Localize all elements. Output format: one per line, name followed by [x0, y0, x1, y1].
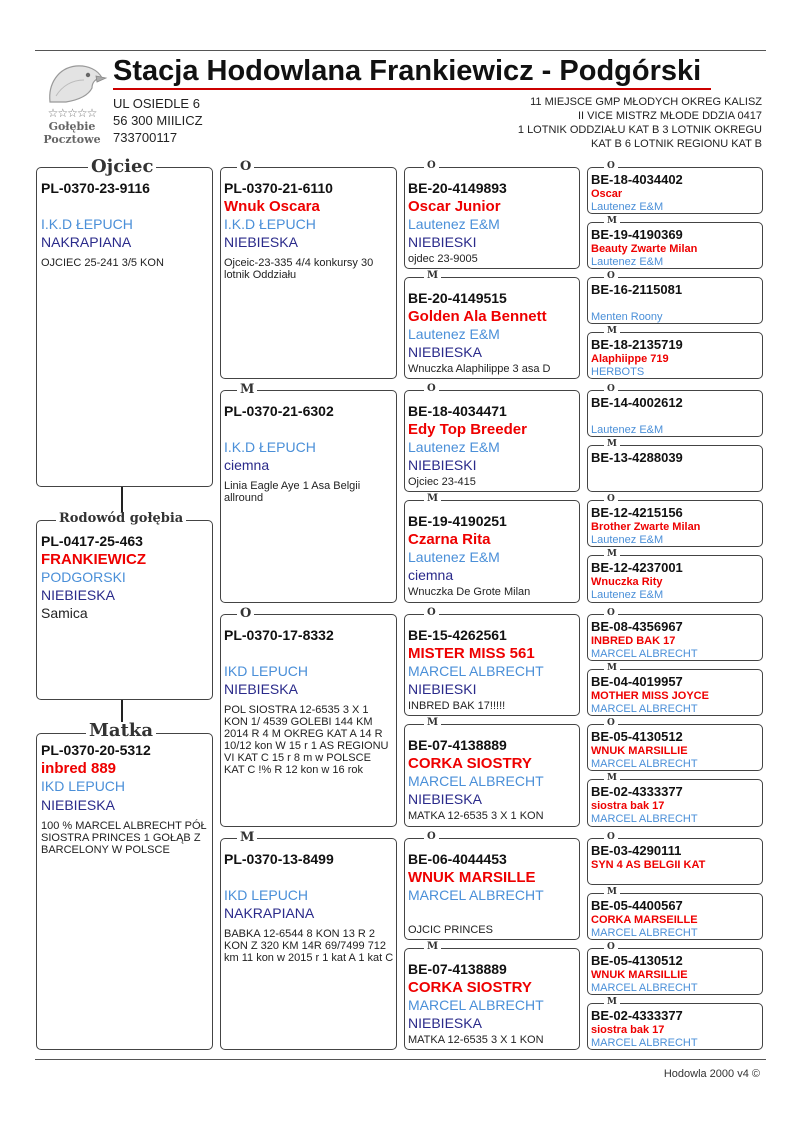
sex-label-o: O	[237, 160, 254, 173]
sex-label-o: O	[424, 161, 439, 171]
gen4-breeder: MARCEL ALBRECHT	[591, 758, 698, 770]
gen3-note: Wnuczka De Grote Milan	[408, 586, 531, 598]
gen3-note: ojdec 23-9005	[408, 253, 478, 265]
achievement-line: KAT B 6 LOTNIK REGIONU KAT B	[591, 138, 762, 150]
gen2-breeder: I.K.D ŁEPUCH	[224, 439, 316, 455]
gen2-breeder: I.K.D ŁEPUCH	[224, 216, 316, 232]
gen4-ring: BE-05-4130512	[591, 729, 683, 744]
gen4-ring: BE-18-4034402	[591, 172, 683, 187]
sex-label-m: M	[604, 217, 620, 226]
gen3-card[interactable]	[404, 167, 580, 269]
mother-note: 100 % MARCEL ALBRECHT PÓŁ SIOSTRA PRINCES 1 GOŁĄB Z BARCELONY W POLSCE	[41, 820, 207, 856]
gen4-ring: BE-16-2115081	[591, 282, 683, 297]
mother-ring: PL-0370-20-5312	[41, 742, 151, 758]
gen3-name: MISTER MISS 561	[408, 645, 535, 662]
gen4-breeder: MARCEL ALBRECHT	[591, 648, 698, 660]
gen4-card[interactable]	[587, 167, 763, 214]
sex-label-o: O	[604, 719, 618, 728]
gen2-breeder: IKD LEPUCH	[224, 663, 309, 679]
sex-label-o: O	[604, 833, 618, 842]
gen4-name: CORKA MARSEILLE	[591, 914, 698, 926]
gen3-card[interactable]	[404, 724, 580, 827]
gen3-breeder: MARCEL ALBRECHT	[408, 887, 544, 903]
sex-label-o: O	[424, 384, 439, 394]
gen3-breeder: Lautenez E&M	[408, 216, 500, 232]
gen3-breeder: Lautenez E&M	[408, 549, 500, 565]
gen3-breeder: MARCEL ALBRECHT	[408, 663, 544, 679]
gen3-ring: BE-20-4149515	[408, 290, 507, 306]
achievement-line: 1 LOTNIK ODDZIAŁU KAT B 3 LOTNIK OKREGU	[517, 124, 762, 136]
sex-label-m: M	[604, 774, 620, 783]
subject-name: FRANKIEWICZ	[41, 551, 146, 568]
gen3-card[interactable]	[404, 390, 580, 492]
subject-card[interactable]	[36, 520, 213, 700]
gen4-breeder: MARCEL ALBRECHT	[591, 982, 698, 994]
sex-label-m: M	[424, 718, 441, 728]
gen4-card[interactable]	[587, 669, 763, 716]
gen4-card[interactable]	[587, 838, 763, 885]
gen3-note: Wnuczka Alaphilippe 3 asa D	[408, 363, 551, 375]
father-note: OJCIEC 25-241 3/5 KON	[41, 257, 164, 269]
gen4-ring: BE-02-4333377	[591, 1008, 683, 1023]
pigeon-head-icon	[36, 56, 108, 108]
gen3-ring: BE-15-4262561	[408, 627, 507, 643]
logo-text-2: Pocztowe	[43, 133, 101, 146]
gen2-card[interactable]	[220, 614, 397, 827]
gen2-ring: PL-0370-21-6110	[224, 180, 333, 196]
father-breeder: I.K.D ŁEPUCH	[41, 216, 133, 232]
gen4-breeder: HERBOTS	[591, 366, 645, 378]
gen2-note: Ojceic-23-335 4/4 konkursy 30 lotnik Oddziału	[224, 257, 374, 281]
gen3-card[interactable]	[404, 838, 580, 940]
footer-credit: Hodowla 2000 v4 ©	[663, 1068, 760, 1080]
gen3-name: WNUK MARSILLE	[408, 869, 536, 886]
gen4-ring: BE-08-4356967	[591, 619, 683, 634]
gen3-color: NIEBIESKI	[408, 457, 477, 473]
sex-label-o: O	[604, 272, 618, 281]
gen3-color: ciemna	[408, 567, 454, 583]
gen3-note: MATKA 12-6535 3 X 1 KON	[408, 810, 544, 822]
gen4-ring: BE-18-2135719	[591, 337, 683, 352]
mother-card[interactable]	[36, 733, 213, 1050]
gen3-name: Golden Ala Bennett	[408, 308, 547, 325]
sex-label-m: M	[424, 271, 441, 281]
gen4-name: siostra bak 17	[591, 1024, 665, 1036]
gen4-card[interactable]	[587, 779, 763, 827]
gen3-note: OJCIC PRINCES	[408, 924, 493, 936]
gen4-card[interactable]	[587, 893, 763, 940]
sex-label-m: M	[604, 998, 620, 1007]
gen4-ring: BE-03-4290111	[591, 843, 682, 858]
gen4-card[interactable]	[587, 332, 763, 379]
gen4-name: INBRED BAK 17	[591, 635, 676, 647]
gen4-breeder: Lautenez E&M	[591, 424, 664, 436]
gen3-name: CORKA SIOSTRY	[408, 755, 532, 772]
gen4-breeder: Lautenez E&M	[591, 256, 664, 268]
gen3-card[interactable]	[404, 277, 580, 379]
sex-label-m: M	[424, 494, 441, 504]
page-title: Stacja Hodowlana Frankiewicz - Podgórski	[113, 55, 702, 87]
gen3-ring: BE-07-4138889	[408, 737, 507, 753]
gen2-ring: PL-0370-21-6302	[224, 403, 334, 419]
sex-label-m: M	[604, 440, 620, 449]
gen3-breeder: Lautenez E&M	[408, 326, 500, 342]
gen4-name: Beauty Zwarte Milan	[591, 243, 698, 255]
mother-breeder: IKD LEPUCH	[41, 778, 126, 794]
gen3-color: NIEBIESKA	[408, 1015, 482, 1031]
address-phone: 733700117	[113, 130, 178, 145]
gen3-breeder: MARCEL ALBRECHT	[408, 997, 544, 1013]
gen3-name: CORKA SIOSTRY	[408, 979, 532, 996]
gen4-ring: BE-04-4019957	[591, 674, 683, 689]
gen4-name: WNUK MARSILLIE	[591, 969, 688, 981]
address-street: UL OSIEDLE 6	[113, 96, 200, 111]
mother-name: inbred 889	[41, 760, 117, 777]
achievement-line: 11 MIEJSCE GMP MŁODYCH OKREG KALISZ	[530, 96, 762, 108]
gen2-card[interactable]	[220, 167, 397, 379]
gen3-ring: BE-20-4149893	[408, 180, 507, 196]
gen3-color: NIEBIESKI	[408, 234, 477, 250]
gen2-card[interactable]	[220, 390, 397, 603]
gen4-ring: BE-02-4333377	[591, 784, 683, 799]
subject-color: NIEBIESKA	[41, 587, 115, 603]
subject-breeder: PODGORSKI	[41, 569, 126, 585]
sex-label-o: O	[604, 495, 618, 504]
gen4-breeder: MARCEL ALBRECHT	[591, 1037, 698, 1049]
mother-color: NIEBIESKA	[41, 797, 115, 813]
gen4-card[interactable]	[587, 724, 763, 771]
gen2-ring: PL-0370-13-8499	[224, 851, 334, 867]
logo-text-1: Gołębie	[48, 120, 96, 133]
gen2-note: BABKA 12-6544 8 KON 13 R 2 KON Z 320 KM 14R 69/7499 712 km 11 kon w 2015 r 1 kat A 1 kat C	[224, 928, 394, 964]
father-ring: PL-0370-23-9116	[41, 180, 150, 196]
address-city: 56 300 MIILICZ	[113, 113, 203, 128]
father-label: Ojciec	[88, 158, 156, 176]
pigeon-logo	[36, 56, 108, 148]
gen3-name: Oscar Junior	[408, 198, 501, 215]
sex-label-o: O	[604, 162, 618, 171]
top-rule	[35, 50, 766, 51]
sex-label-m: M	[604, 664, 620, 673]
gen2-ring: PL-0370-17-8332	[224, 627, 334, 643]
gen2-name: Wnuk Oscara	[224, 198, 320, 215]
gen4-card[interactable]	[587, 614, 763, 661]
gen4-name: SYN 4 AS BELGII KAT	[591, 859, 706, 871]
gen4-card[interactable]	[587, 222, 763, 269]
gen4-card[interactable]	[587, 500, 763, 547]
gen2-card[interactable]	[220, 838, 397, 1050]
gen3-note: Ojciec 23-415	[408, 476, 476, 488]
father-card[interactable]	[36, 167, 213, 487]
title-underline	[113, 88, 711, 90]
gen3-color: NIEBIESKI	[408, 681, 477, 697]
father-color: NAKRAPIANA	[41, 234, 132, 250]
subject-label: Rodowód gołębia	[56, 512, 186, 525]
sex-label-o: O	[604, 943, 618, 952]
gen2-color: NIEBIESKA	[224, 681, 298, 697]
gen4-ring: BE-13-4288039	[591, 450, 683, 465]
gen2-note: Linia Eagle Aye 1 Asa Belgii allround	[224, 480, 361, 504]
gen4-card[interactable]	[587, 1003, 763, 1050]
gen4-name: siostra bak 17	[591, 800, 665, 812]
gen3-name: Czarna Rita	[408, 531, 491, 548]
sex-label-o: O	[604, 385, 618, 394]
gen4-breeder: MARCEL ALBRECHT	[591, 927, 698, 939]
gen3-ring: BE-07-4138889	[408, 961, 507, 977]
gen4-ring: BE-12-4237001	[591, 560, 683, 575]
sex-label-o: O	[604, 609, 618, 618]
gen4-name: MOTHER MISS JOYCE	[591, 690, 709, 702]
gen4-breeder: MARCEL ALBRECHT	[591, 703, 698, 715]
gen4-name: Oscar	[591, 188, 623, 200]
subject-ring: PL-0417-25-463	[41, 533, 143, 549]
gen4-card[interactable]	[587, 445, 763, 492]
gen3-note: INBRED BAK 17!!!!!	[408, 700, 506, 712]
mother-label: Matka	[86, 722, 156, 740]
gen2-note: POL SIOSTRA 12-6535 3 X 1 KON 1/ 4539 GOLEBI 144 KM 2014 R 4 M OKREG KAT A 14 R 10/12 kon W 15 r 1 AS REGIONU VI KAT C 15 r 8 m w POLSCE KAT C !% R 12 kon w 16 rok	[224, 704, 389, 776]
gen4-ring: BE-12-4215156	[591, 505, 683, 520]
gen4-card[interactable]	[587, 390, 763, 437]
gen3-card[interactable]	[404, 614, 580, 716]
sex-label-o: O	[424, 832, 439, 842]
gen4-name: Brother Zwarte Milan	[591, 521, 701, 533]
gen3-color: NIEBIESKA	[408, 344, 482, 360]
sex-label-o: O	[237, 607, 254, 620]
gen3-name: Edy Top Breeder	[408, 421, 527, 438]
gen4-name: Alaphiippe 719	[591, 353, 669, 365]
gen4-name: WNUK MARSILLIE	[591, 745, 688, 757]
gen4-breeder: Lautenez E&M	[591, 534, 664, 546]
sex-label-m: M	[237, 383, 257, 396]
gen4-ring: BE-05-4400567	[591, 898, 683, 913]
gen3-ring: BE-06-4044453	[408, 851, 507, 867]
gen2-color: ciemna	[224, 457, 270, 473]
gen3-card[interactable]	[404, 948, 580, 1050]
gen2-breeder: IKD LEPUCH	[224, 887, 309, 903]
bottom-rule	[35, 1059, 766, 1060]
gen3-ring: BE-19-4190251	[408, 513, 507, 529]
gen3-color: NIEBIESKA	[408, 791, 482, 807]
gen4-card[interactable]	[587, 555, 763, 603]
gen4-breeder: Lautenez E&M	[591, 201, 664, 213]
gen4-ring: BE-05-4130512	[591, 953, 683, 968]
sex-label-m: M	[604, 327, 620, 336]
logo-stars: ☆☆☆☆☆	[47, 106, 97, 120]
gen3-breeder: MARCEL ALBRECHT	[408, 773, 544, 789]
sex-label-m: M	[424, 942, 441, 952]
gen4-breeder: Menten Roony	[591, 311, 663, 323]
sex-label-m: M	[237, 831, 257, 844]
gen4-breeder: MARCEL ALBRECHT	[591, 813, 698, 825]
gen4-breeder: Lautenez E&M	[591, 589, 664, 601]
gen3-breeder: Lautenez E&M	[408, 439, 500, 455]
gen4-ring: BE-19-4190369	[591, 227, 683, 242]
gen3-note: MATKA 12-6535 3 X 1 KON	[408, 1034, 544, 1046]
gen4-name: Wnuczka Rity	[591, 576, 663, 588]
gen4-ring: BE-14-4002612	[591, 395, 683, 410]
subject-sex: Samica	[41, 605, 88, 621]
sex-label-m: M	[604, 888, 620, 897]
gen3-ring: BE-18-4034471	[408, 403, 507, 419]
sex-label-o: O	[424, 608, 439, 618]
gen3-card[interactable]	[404, 500, 580, 603]
gen4-card[interactable]	[587, 277, 763, 324]
gen4-card[interactable]	[587, 948, 763, 995]
gen2-color: NAKRAPIANA	[224, 905, 315, 921]
sex-label-m: M	[604, 550, 620, 559]
gen2-color: NIEBIESKA	[224, 234, 298, 250]
achievement-line: II VICE MISTRZ MŁODE DDZIA 0417	[578, 110, 762, 122]
